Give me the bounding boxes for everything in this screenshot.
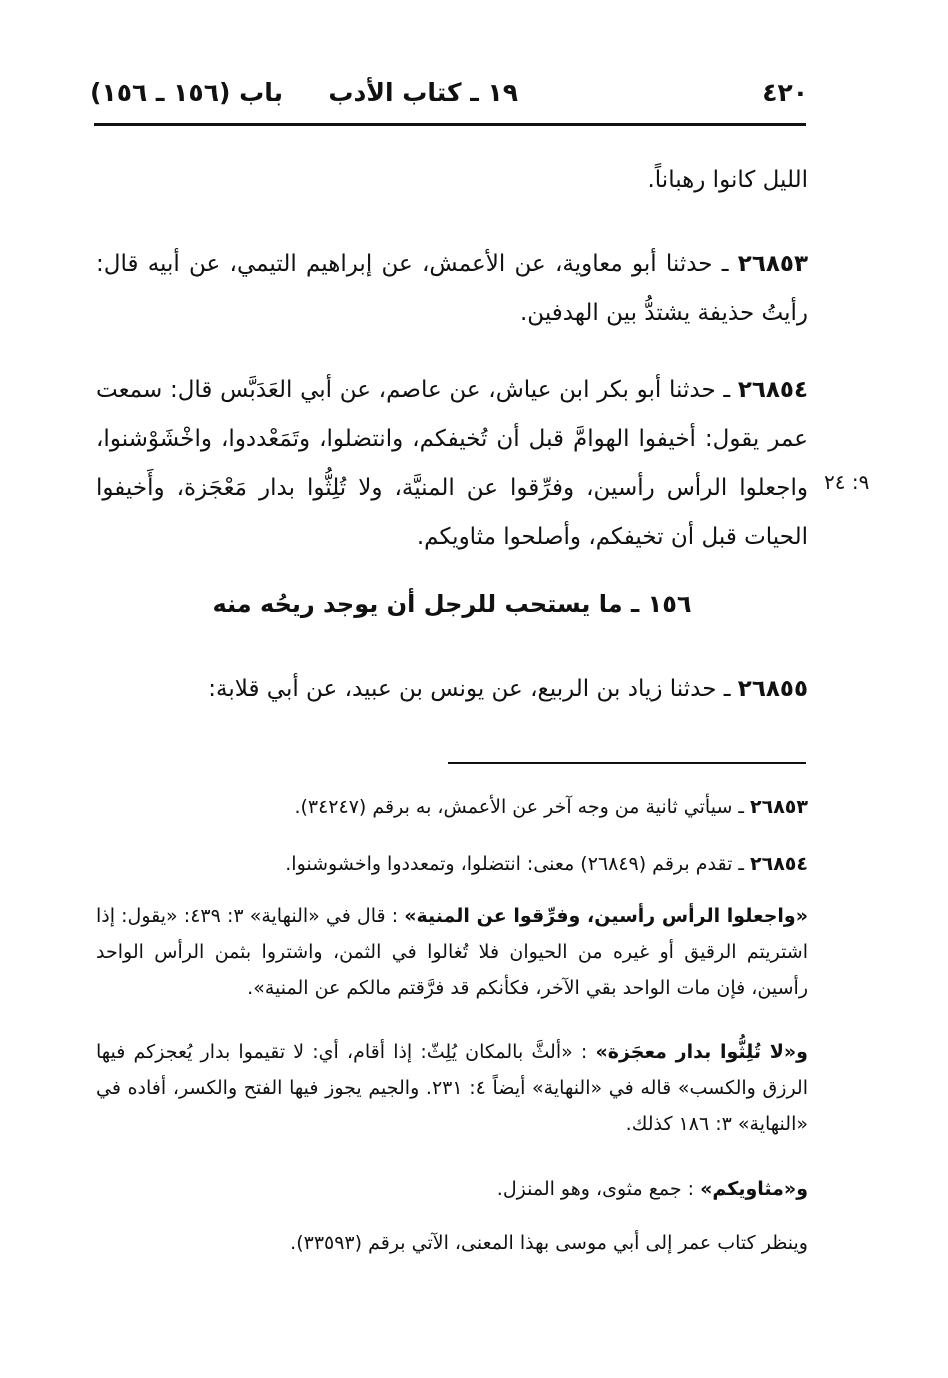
hadith-number: ٢٦٨٥٥ bbox=[737, 676, 808, 702]
footnote-quote: «واجعلوا الرأس رأسين، وفرِّقوا عن المنية» bbox=[404, 905, 808, 927]
footnote-quote: و«لا تُلِثُّوا بدار معجَزة» bbox=[595, 1041, 808, 1063]
hadith-text: ـ حدثنا أبو معاوية، عن الأعمش، عن إبراهيم التيمي، عن أبيه قال: رأيتُ حذيفة يشتدُّ بين الهدفين. bbox=[96, 251, 808, 326]
hadith-number: ٢٦٨٥٤ bbox=[737, 377, 809, 403]
header-divider bbox=[94, 123, 806, 126]
footnote-divider bbox=[448, 762, 806, 764]
footnote-mathawi bbox=[96, 1171, 848, 1207]
continuation-text: الليل كانوا رهباناً. bbox=[647, 167, 808, 193]
footnote-see-also bbox=[96, 1225, 848, 1261]
page-number: ٤٢٠ bbox=[762, 78, 808, 107]
footnote-number: ٢٦٨٥٣ bbox=[750, 796, 808, 818]
section-heading: ١٥٦ ـ ما يستحب للرجل أن يوجد ريحُه منه bbox=[212, 590, 692, 618]
hadith-26855 bbox=[96, 665, 808, 714]
hadith-text: ـ حدثنا زياد بن الربيع، عن يونس بن عبيد، عن أبي قلابة: bbox=[208, 676, 731, 702]
footnote-text: : «ألثَّ بالمكان يُلِثّ: إذا أقام، أي: لا تقيموا بدار يُعجزكم فيها الرزق والكسب» قاله في «النهاية» أيضاً ٤: ٢٣١. والجيم يجوز فيها الفتح والكسر، أفاده في «النهاية» ٣: ١٨٦ كذلك. bbox=[96, 1041, 808, 1135]
hadith-26854 bbox=[96, 366, 808, 562]
footnote-text: وينظر كتاب عمر إلى أبي موسى بهذا المعنى، الآتي برقم (٣٣٥٩٣). bbox=[290, 1232, 808, 1254]
footnote-26854 bbox=[96, 846, 848, 882]
hadith-number: ٢٦٨٥٣ bbox=[737, 251, 808, 277]
chapter-range: باب (١٥٦ ـ ١٥٦) bbox=[90, 78, 283, 107]
footnote-text: ـ سيأتي ثانية من وجه آخر عن الأعمش، به برقم (٣٤٢٤٧). bbox=[294, 796, 744, 818]
page-header bbox=[90, 78, 808, 118]
hadith-text: ـ حدثنا أبو بكر ابن عياش، عن عاصم، عن أبي العَدَبَّس قال: سمعت عمر يقول: أخيفوا الهوامَّ قبل أن تُخيفكم، وانتضلوا، وتَمَعْددوا، واخْشَوْشنوا، واجعلوا الرأس رأسين، وفرِّقوا عن المنيَّة، ولا تُلِثُّوا بدار مَعْجَزة، وأَخيفوا الحيات قبل أن تخيفكم، وأصلحوا مثاويكم. bbox=[96, 377, 808, 550]
footnote-text: ـ تقدم برقم (٢٦٨٤٩) معنى: انتضلوا، وتمعددوا واخشوشنوا. bbox=[285, 853, 744, 875]
margin-reference: ٩: ٢٤ bbox=[824, 470, 870, 494]
footnote-number: ٢٦٨٥٤ bbox=[750, 853, 808, 875]
footnote-ras bbox=[96, 898, 808, 1006]
footnote-quote: و«مثاويكم» bbox=[700, 1178, 808, 1200]
footnote-text: : جمع مثوى، وهو المنزل. bbox=[496, 1178, 695, 1200]
footnote-26853 bbox=[96, 789, 848, 825]
book-title: ١٩ ـ كتاب الأدب bbox=[328, 78, 518, 107]
footnote-text: : قال في «النهاية» ٣: ٤٣٩: «يقول: إذا اشتريتم الرقيق أو غيره من الحيوان فلا تُغالوا في الثمن، واشتروا بثمن الرأس الواحد رأسين، فإن مات الواحد بقي الآخر، فكأنكم قد فرَّقتم مالكم عن المنية». bbox=[96, 905, 808, 999]
hadith-26853 bbox=[96, 240, 808, 338]
footnote-tulithu bbox=[96, 1034, 848, 1142]
